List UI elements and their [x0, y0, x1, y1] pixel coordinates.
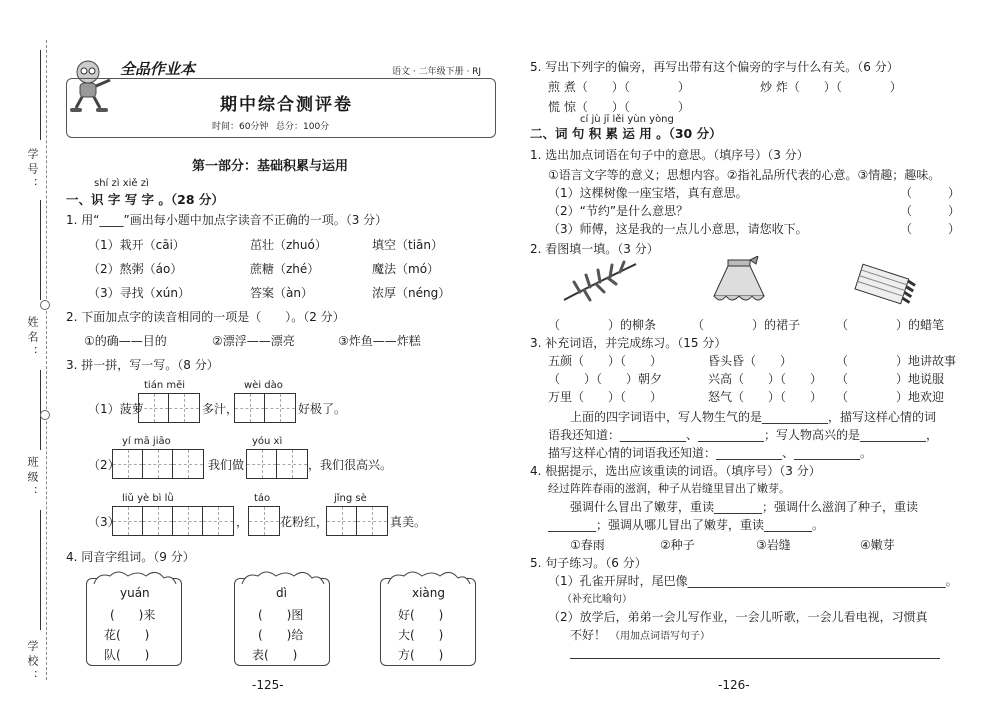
s2q1-definitions: ①语言文字等的意义；思想内容。②指礼品所代表的心意。③情趣；趣味。	[548, 168, 941, 182]
binding-hole	[40, 410, 50, 420]
s2q2-caption2: （ ）的裙子	[692, 318, 801, 332]
q1-row2-a: （2）熬粥（áo）	[88, 262, 183, 276]
s2q2-caption1: （ ）的柳条	[548, 318, 657, 332]
s2q1-item3: （3）师傅，这是我的一点儿小意思，请您收下。	[548, 222, 808, 236]
q3-row1-mid: 多汁，	[202, 402, 239, 416]
s2q5-hint2: （用加点词语写句子）	[610, 631, 710, 642]
q1-row3-a: （3）寻找（xún）	[88, 286, 190, 300]
section1-pinyin: shí zì xiě zì	[94, 178, 149, 189]
s2q4-option2: ②种子	[660, 538, 695, 552]
s2q3-r1c1: 五颜（ ）（ ）	[548, 354, 663, 368]
q3-row3-grid1[interactable]	[112, 506, 234, 536]
q3-row3-grid2[interactable]	[248, 506, 280, 536]
q3-row3-pinyin3: jǐng sè	[334, 493, 367, 504]
s2q3-r3c3: （ ）地欢迎	[836, 390, 945, 404]
s2q1-blank3[interactable]: （ ）	[900, 222, 961, 236]
q4-card3-pinyin: xiàng	[412, 586, 446, 600]
s2q4-sentence: 经过阵阵春雨的滋润，种子从岩缝里冒出了嫩芽。	[548, 482, 790, 495]
q1-row1-c: 填空（tiān）	[372, 238, 443, 252]
part1-title: 第一部分：基础积累与运用	[192, 159, 349, 174]
q2-option-1: ①的确——目的	[84, 334, 167, 348]
q3-row2-pinyin2: yóu xì	[252, 436, 283, 447]
s2q2-prompt: 2. 看图填一填。（3 分）	[530, 242, 659, 256]
q4-card1-line2: 花( )	[104, 628, 150, 642]
willow-branch-icon	[560, 256, 640, 308]
q4-card1-line1: ( )来	[110, 608, 156, 622]
binding-rule	[40, 510, 41, 630]
q3-row3-comma: ，	[236, 515, 249, 529]
q3-row3-grid3[interactable]	[326, 506, 388, 536]
s2q4-option4: ④嫩芽	[860, 538, 895, 552]
q3-row2-grid2[interactable]	[246, 449, 308, 479]
q5-row1a: 煎 煮（ ）（ ）	[548, 80, 690, 94]
q4-card1-pinyin: yuán	[120, 586, 150, 600]
s2q5-item2b: 不好！	[570, 628, 607, 642]
school-label: 学校：	[26, 640, 39, 685]
s2q4-prompt: 4. 根据提示，选出应该重读的词语。（填序号）（3 分）	[530, 464, 821, 478]
q1-row1-a: （1）栽开（cāi）	[88, 238, 185, 252]
q3-row3-mid: 花粉红，	[280, 515, 329, 529]
s2q1-blank2[interactable]: （ ）	[900, 204, 961, 218]
q3-row1-grid2[interactable]	[234, 393, 296, 423]
q3-row3-label: （3）	[88, 515, 120, 529]
q2-option-3: ③炸鱼——炸糕	[338, 334, 421, 348]
brand-logo: 全品作业本	[120, 60, 196, 78]
s2q3-r1c2: 昏头昏（ ）	[708, 354, 793, 368]
crayons-icon	[852, 262, 918, 306]
score-info: 总分：100分	[276, 122, 330, 132]
q3-row3-end: 真美。	[390, 515, 427, 529]
binding-rule	[40, 370, 41, 450]
section2-title: 二、词 句 积 累 运 用 。（30 分）	[530, 126, 722, 141]
q4-card2-line2: ( )给	[258, 628, 304, 642]
s2q5-item1: （1）孔雀开屏时，尾巴像___________________________________________。	[548, 574, 958, 588]
cut-line	[46, 40, 47, 680]
s2q3-r1c3: （ ）地讲故事	[836, 354, 957, 368]
s2q3-para2: 语我还知道：___________、___________；写人物高兴的是___________，	[548, 428, 939, 442]
q4-card2-line1: ( )图	[258, 608, 304, 622]
q4-card3-line2: 大( )	[398, 628, 444, 642]
binding-rule	[40, 200, 41, 300]
q3-row2-pinyin1: yí mā jiāo	[122, 436, 171, 447]
q3-row3-pinyin1: liǔ yè bì lǜ	[122, 493, 174, 504]
q5-prompt: 5. 写出下列字的偏旁，再写出带有这个偏旁的字与什么有关。（6 分）	[530, 60, 899, 74]
s2q1-blank1[interactable]: （ ）	[900, 186, 961, 200]
q3-row3-pinyin2: táo	[254, 493, 271, 504]
student-id-label: 学号：	[26, 148, 39, 193]
s2q3-prompt: 3. 补充词语，并完成练习。（15 分）	[530, 336, 727, 350]
q2-option-2: ②漂浮——漂亮	[212, 334, 295, 348]
q5-row2: 慌 惊（ ）（ ）	[548, 100, 690, 114]
s2q3-r2c2: 兴高（ ）（ ）	[708, 372, 823, 386]
q3-row1-label: （1）菠萝	[88, 402, 144, 416]
q4-card3-line1: 好( )	[398, 608, 444, 622]
s2q3-r2c1: （ ）（ ）朝夕	[548, 372, 663, 386]
cloud-decor-icon	[84, 570, 184, 584]
q4-prompt: 4. 同音字组词。（9 分）	[66, 550, 195, 564]
q1-prompt: 1. 用“____”画出每小题中加点字读音不正确的一项。（3 分）	[66, 213, 388, 227]
time-info: 时间：60分钟	[212, 122, 269, 132]
q3-row1-pinyin2: wèi dào	[244, 380, 283, 391]
q4-card3-line3: 方( )	[398, 648, 444, 662]
s2q5-prompt: 5. 句子练习。（6 分）	[530, 556, 647, 570]
page-title: 期中综合测评卷	[220, 95, 353, 115]
s2q3-r2c3: （ ）地说服	[836, 372, 945, 386]
q4-card2-line3: 表( )	[252, 648, 298, 662]
s2q1-prompt: 1. 选出加点词语在句子中的意思。（填序号）（3 分）	[530, 148, 809, 162]
s2q4-line2: ________；强调从哪儿冒出了嫩芽，重读________。	[548, 518, 825, 532]
q3-row2-end: ，我们很高兴。	[308, 458, 393, 472]
q3-row1-end: 好极了。	[298, 402, 347, 416]
q3-row2-label: （2）	[88, 458, 120, 472]
cloud-decor-icon	[378, 570, 478, 584]
binding-strip	[0, 0, 48, 722]
subject-info: 语文 · 二年级下册 · RJ	[392, 67, 482, 77]
s2q1-item2: （2）“节约”是什么意思？	[548, 204, 689, 218]
binding-rule	[40, 50, 41, 140]
q2-prompt: 2. 下面加点字的读音相同的一项是（ ）。（2 分）	[66, 310, 345, 324]
cloud-decor-icon	[232, 570, 332, 584]
s2q4-option1: ①春雨	[570, 538, 605, 552]
s2q3-r3c1: 万里（ ）（ ）	[548, 390, 663, 404]
skirt-icon	[706, 256, 772, 310]
s2q4-line1: 强调什么冒出了嫩芽，重读________；强调什么滋润了种子，重读	[570, 500, 919, 514]
q4-card1-line3: 队( )	[104, 648, 150, 662]
s2q4-option3: ③岩缝	[756, 538, 791, 552]
name-label: 姓名：	[26, 316, 39, 361]
s2q3-para1: 上面的四字词语中，写人物生气的是___________，描写这样心情的词	[570, 410, 937, 424]
q1-row2-b: 蔗糖（zhé）	[250, 262, 320, 276]
q3-row1-grid1[interactable]	[138, 393, 200, 423]
s2q5-answer-line[interactable]	[570, 658, 940, 659]
s2q1-item1: （1）这棵树像一座宝塔，真有意思。	[548, 186, 748, 200]
s2q2-caption3: （ ）的蜡笔	[836, 318, 945, 332]
q4-card2-pinyin: dì	[276, 586, 287, 600]
s2q3-para3: 描写这样心情的词语我还知道：___________、___________。	[548, 446, 873, 460]
q1-row2-c: 魔法（mó）	[372, 262, 440, 276]
binding-hole	[40, 300, 50, 310]
page-number-right: -126-	[718, 678, 750, 692]
q3-row2-grid1[interactable]	[112, 449, 204, 479]
q1-row1-b: 茁壮（zhuó）	[250, 238, 327, 252]
q3-prompt: 3. 拼一拼，写一写。（8 分）	[66, 358, 219, 372]
s2q5-item2: （2）放学后，弟弟一会儿写作业，一会儿听歌，一会儿看电视，习惯真	[548, 610, 928, 624]
class-label: 班级：	[26, 456, 39, 501]
q5-row1b: 炒 炸（ ）（ ）	[760, 80, 902, 94]
q1-row3-b: 答案（àn）	[250, 286, 313, 300]
q3-row1-pinyin1: tián mēi	[144, 380, 186, 391]
section2-pinyin: cí jù jī lěi yùn yòng	[580, 114, 674, 125]
q3-row2-mid: 我们做	[208, 458, 245, 472]
section1-title: 一、识 字 写 字 。（28 分）	[66, 192, 224, 207]
page-number-left: -125-	[252, 678, 284, 692]
s2q5-hint1: （补充比喻句）	[562, 594, 632, 605]
q1-row3-c: 浓厚（néng）	[372, 286, 451, 300]
s2q3-r3c2: 怒气（ ）（ ）	[708, 390, 823, 404]
